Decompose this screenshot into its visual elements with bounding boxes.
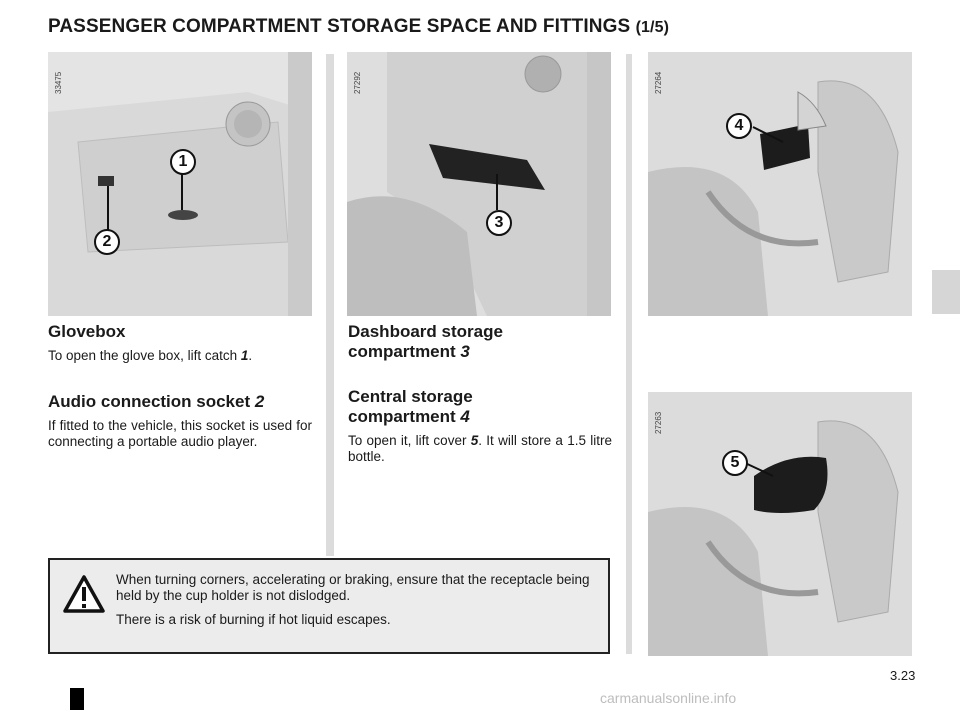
callout-1: 1 [170, 149, 196, 175]
glovebox-photo [48, 52, 312, 316]
dashboard-heading-ref: 3 [460, 342, 470, 361]
glovebox-text-ref: 1 [240, 348, 249, 363]
central-heading-ref: 4 [460, 407, 470, 426]
central-text [348, 433, 612, 465]
glovebox-text [48, 348, 312, 364]
dashboard-photo [347, 52, 611, 316]
photo-ref-code: 33475 [54, 71, 63, 94]
central-heading-line1: Central storage [348, 387, 473, 406]
warning-text-2: There is a risk of burning if hot liquid escapes. [116, 612, 391, 627]
crop-mark [70, 688, 84, 710]
column-divider-left [326, 54, 334, 556]
warning-text-1: When turning corners, accelerating or braking, ensure that the receptacle being held by the cup holder is not dislodged. [116, 572, 590, 603]
central-text-ref: 5 [470, 433, 479, 448]
warning-box [48, 558, 610, 654]
audio-text: If fitted to the vehicle, this socket is used for connecting a portable audio player. [48, 418, 312, 449]
chapter-tab [932, 270, 960, 314]
page-title [48, 16, 669, 38]
central-text-prefix: To open it, lift cover [348, 433, 471, 448]
dashboard-illustration [347, 52, 611, 316]
footer-watermark: carmanualsonline.info [600, 690, 737, 706]
central-storage-open-illustration [648, 52, 912, 316]
central-storage-closed-illustration [648, 392, 912, 656]
central-text-suffix: . It will store a 1.5 litre bottle. [348, 433, 612, 464]
central-storage-closed-photo [648, 392, 912, 656]
audio-heading [48, 392, 264, 412]
audio-heading-text: Audio connection socket [48, 392, 251, 411]
glovebox-illustration [48, 52, 312, 316]
callout-3: 3 [486, 210, 512, 236]
callout-2: 2 [94, 229, 120, 255]
glovebox-text-prefix: To open the glove box, lift catch [48, 348, 241, 363]
glovebox-text-suffix: . [248, 348, 253, 363]
column-divider-right [626, 54, 632, 654]
dashboard-heading-line1: Dashboard storage [348, 322, 503, 341]
dashboard-heading-line2: compartment [348, 342, 456, 361]
photo-ref-code: 27264 [654, 71, 663, 94]
audio-heading-ref: 2 [254, 392, 265, 411]
page-number: 3.23 [890, 668, 916, 683]
dashboard-heading [348, 322, 503, 362]
page-part: (1/5) [635, 19, 670, 36]
central-storage-open-photo [648, 52, 912, 316]
central-heading-line2: compartment [348, 407, 456, 426]
photo-ref-code: 27292 [353, 71, 362, 94]
glovebox-heading: Glovebox [48, 322, 126, 341]
photo-ref-code: 27263 [654, 411, 663, 434]
warning-triangle-icon [62, 574, 106, 614]
callout-5: 5 [722, 450, 748, 476]
page-title-text: PASSENGER COMPARTMENT STORAGE SPACE AND FITTINGS [48, 16, 631, 37]
callout-4: 4 [726, 113, 752, 139]
central-heading [348, 387, 473, 427]
